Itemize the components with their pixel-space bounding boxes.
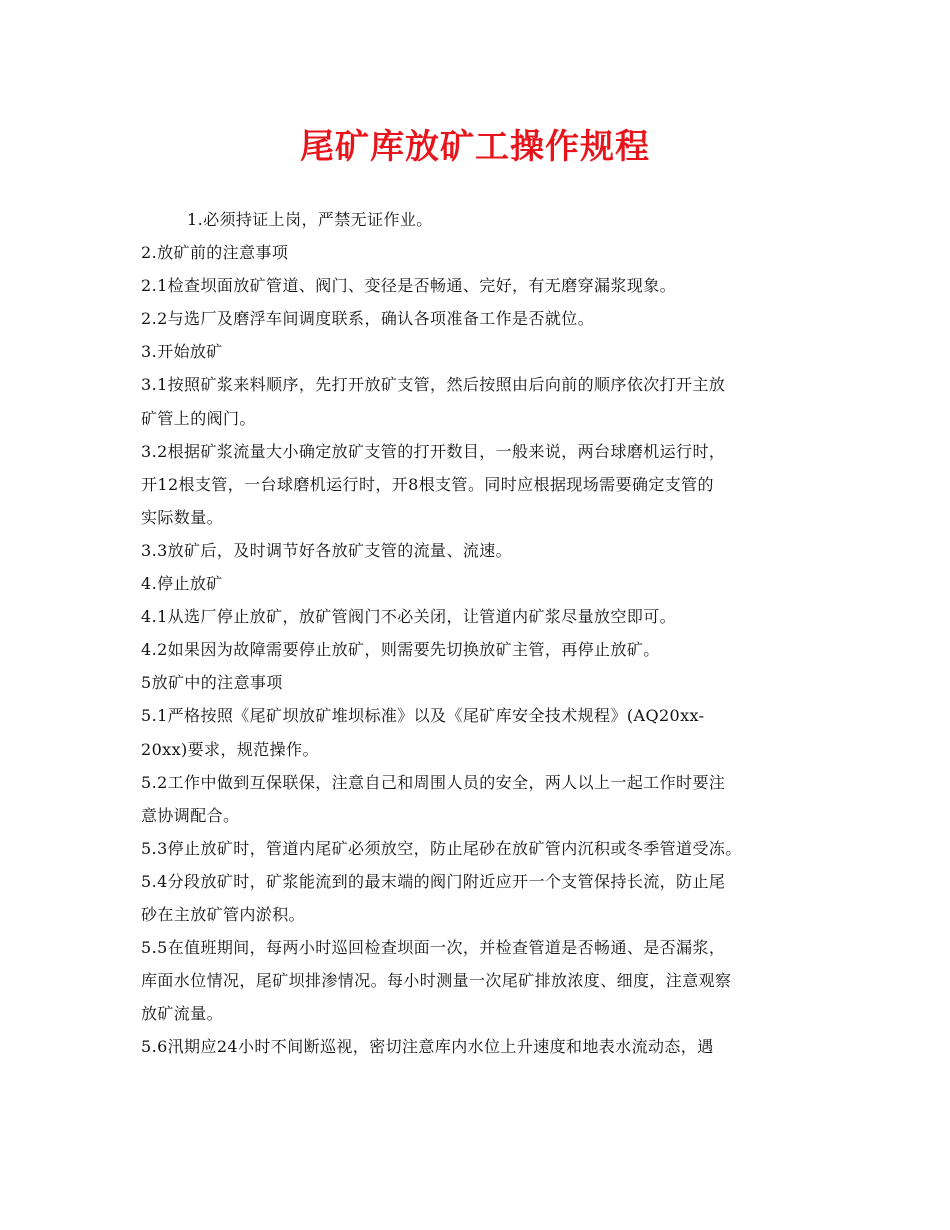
paragraph-line: 1.必须持证上岗，严禁无证作业。 <box>187 210 433 229</box>
paragraph-line: 20xx)要求，规范操作。 <box>141 739 319 759</box>
paragraph-line: 5.4分段放矿时，矿浆能流到的最末端的阀门附近应开一个支管保持长流，防止尾 <box>141 871 726 891</box>
paragraph-line: 意协调配合。 <box>141 805 240 825</box>
paragraph-line: 2.1检查坝面放矿管道、阀门、变径是否畅通、完好，有无磨穿漏浆现象。 <box>141 276 677 296</box>
paragraph-line: 开12根支管，一台球磨机运行时，开8根支管。同时应根据现场需要确定支管的 <box>141 474 714 494</box>
document-body <box>141 203 821 1063</box>
paragraph-line: 3.开始放矿 <box>141 342 223 362</box>
paragraph-line: 3.1按照矿浆来料顺序，先打开放矿支管，然后按照由后向前的顺序依次打开主放 <box>141 375 726 395</box>
paragraph-line: 5.5在值班期间，每两小时巡回检查坝面一次，并检查管道是否畅通、是否漏浆， <box>141 938 726 958</box>
paragraph-line: 4.1从选厂停止放矿，放矿管阀门不必关闭，让管道内矿浆尽量放空即可。 <box>141 607 677 627</box>
paragraph-line: 2.2与选厂及磨浮车间调度联系，确认各项准备工作是否就位。 <box>141 309 595 329</box>
paragraph-line: 3.3放矿后，及时调节好各放矿支管的流量、流速。 <box>141 540 513 560</box>
paragraph-line: 实际数量。 <box>141 507 224 527</box>
paragraph-line: 矿管上的阀门。 <box>141 408 256 428</box>
paragraph-line: 5.6汛期应24小时不间断巡视，密切注意库内水位上升速度和地表水流动态，遇 <box>141 1037 714 1057</box>
paragraph-line: 2.放矿前的注意事项 <box>141 243 289 263</box>
paragraph-line: 5.3停止放矿时，管道内尾矿必须放空，防止尾砂在放矿管内沉积或冬季管道受冻。 <box>141 838 742 858</box>
paragraph-line: 放矿流量。 <box>141 1004 224 1024</box>
paragraph-line: 砂在主放矿管内淤积。 <box>141 904 306 924</box>
paragraph-line: 4.停止放矿 <box>141 574 223 594</box>
paragraph-line: 5放矿中的注意事项 <box>141 673 283 693</box>
paragraph-line: 5.2工作中做到互保联保，注意自己和周围人员的安全，两人以上一起工作时要注 <box>141 772 726 792</box>
paragraph-line: 3.2根据矿浆流量大小确定放矿支管的打开数目，一般来说，两台球磨机运行时， <box>141 441 726 461</box>
paragraph-line: 4.2如果因为故障需要停止放矿，则需要先切换放矿主管，再停止放矿。 <box>141 640 660 660</box>
document-title: 尾矿库放矿工操作规程 <box>300 127 650 167</box>
paragraph-line: 库面水位情况，尾矿坝排渗情况。每小时测量一次尾矿排放浓度、细度，注意观察 <box>141 971 732 991</box>
paragraph-line: 5.1严格按照《尾矿坝放矿堆坝标准》以及《尾矿库安全技术规程》(AQ20xx- <box>141 706 705 726</box>
